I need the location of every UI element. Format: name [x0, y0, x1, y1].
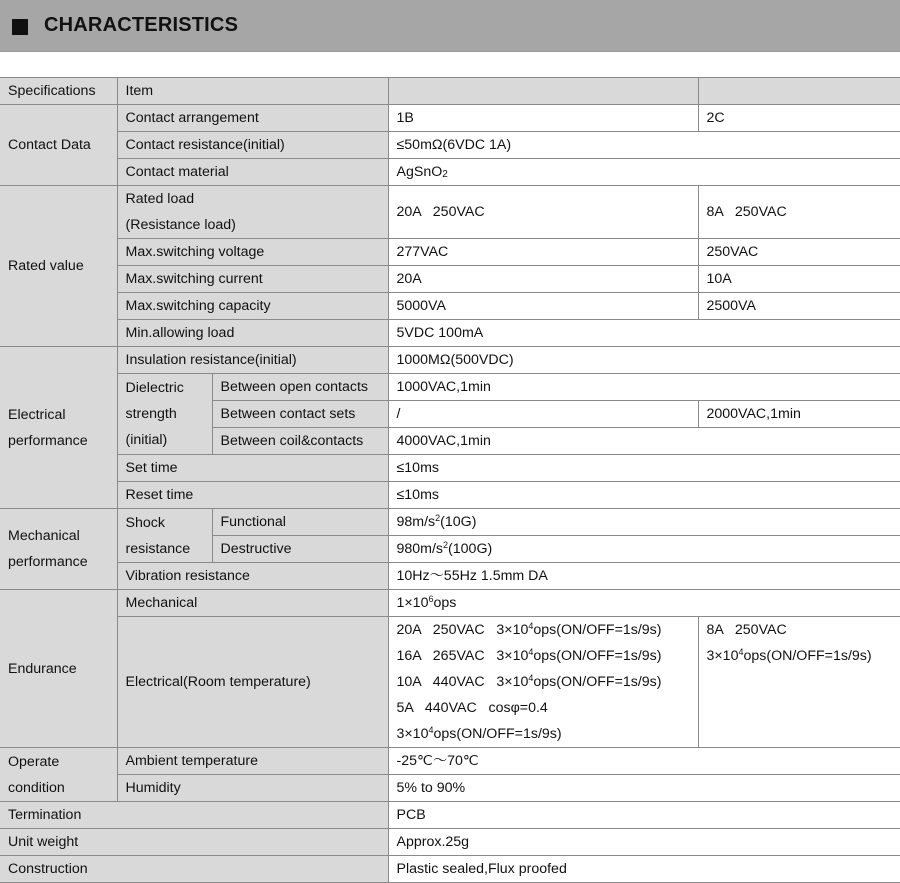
electrical-lines-1	[397, 617, 698, 747]
electrical-line2: performance	[8, 428, 117, 454]
value-termination: PCB	[388, 802, 900, 829]
mech-post: ops	[433, 595, 456, 611]
label-max-switching-voltage: Max.switching voltage	[117, 239, 388, 266]
mechanical-line1: Mechanical	[8, 523, 117, 549]
line-text: 5A 440VAC cosφ=0.4	[397, 700, 548, 716]
value-max-switching-current-2: 10A	[698, 266, 900, 293]
line-text-post: ops(ON/OFF=1s/9s)	[533, 622, 661, 638]
mechanical-line2: performance	[8, 549, 117, 575]
operate-line1: Operate	[8, 749, 117, 775]
group-electrical-performance	[0, 347, 117, 509]
line-text: 3×10	[397, 726, 429, 742]
header-item: Item	[117, 78, 388, 105]
label-dielectric-strength	[117, 374, 212, 455]
group-rated-value: Rated value	[0, 186, 117, 347]
table-row	[0, 509, 900, 536]
shock-line2: resistance	[126, 536, 212, 562]
value-max-switching-voltage-1: 277VAC	[388, 239, 698, 266]
value-rated-load-1: 20A 250VAC	[388, 186, 698, 239]
line-superscript: 4	[428, 725, 433, 735]
value-insulation-resistance: 1000MΩ(500VDC)	[388, 347, 900, 374]
label-min-allowing-load: Min.allowing load	[117, 320, 388, 347]
line-superscript: 4	[528, 621, 533, 631]
label-endurance-electrical: Electrical(Room temperature)	[117, 617, 388, 748]
label-max-switching-current: Max.switching current	[117, 266, 388, 293]
value-construction: Plastic sealed,Flux proofed	[388, 856, 900, 883]
dielectric-line2: strength	[126, 401, 212, 427]
table-row	[0, 159, 900, 186]
dielectric-line1: Dielectric	[126, 375, 212, 401]
label-contact-arrangement: Contact arrangement	[117, 105, 388, 132]
table-row	[0, 455, 900, 482]
destructive-sup: 2	[443, 540, 448, 550]
value-min-allowing-load: 5VDC 100mA	[388, 320, 900, 347]
table-row	[0, 590, 900, 617]
label-rated-load	[117, 186, 388, 239]
operate-line2: condition	[8, 775, 117, 801]
electrical-endurance-line	[397, 721, 698, 747]
label-humidity: Humidity	[117, 775, 388, 802]
header-col3	[388, 78, 698, 105]
mech-sup: 6	[428, 594, 433, 604]
table-row	[0, 748, 900, 775]
table-row	[0, 829, 900, 856]
value-contact-resistance: ≤50mΩ(6VDC 1A)	[388, 132, 900, 159]
functional-post: (10G)	[440, 514, 476, 530]
value-contact-material	[388, 159, 900, 186]
label-ambient-temperature: Ambient temperature	[117, 748, 388, 775]
table-row	[0, 105, 900, 132]
value-set-time: ≤10ms	[388, 455, 900, 482]
table-row	[0, 186, 900, 239]
section-title: CHARACTERISTICS	[44, 14, 238, 37]
material-base: AgSnO	[397, 164, 443, 180]
electrical-endurance-line	[397, 617, 698, 643]
value-endurance-electrical-1	[388, 617, 698, 748]
value-ambient-temperature: -25℃～70℃	[388, 748, 900, 775]
label-vibration-resistance: Vibration resistance	[117, 563, 388, 590]
value-between-open-contacts: 1000VAC,1min	[388, 374, 900, 401]
destructive-post: (100G)	[448, 541, 492, 557]
group-mechanical-performance	[0, 509, 117, 590]
label-max-switching-capacity: Max.switching capacity	[117, 293, 388, 320]
line-text: 20A 250VAC 3×10	[397, 622, 529, 638]
table-row	[0, 775, 900, 802]
table-row	[0, 347, 900, 374]
electrical-lines-2	[707, 617, 900, 669]
table-row	[0, 563, 900, 590]
value-contact-arrangement-2c: 2C	[698, 105, 900, 132]
value-contact-arrangement-1b: 1B	[388, 105, 698, 132]
table-row	[0, 239, 900, 266]
table-row	[0, 802, 900, 829]
value-functional	[388, 509, 900, 536]
line-text-post: ops(ON/OFF=1s/9s)	[533, 674, 661, 690]
line-superscript: 4	[738, 647, 743, 657]
label-reset-time: Reset time	[117, 482, 388, 509]
value-max-switching-capacity-2: 2500VA	[698, 293, 900, 320]
table-row	[0, 856, 900, 883]
electrical-endurance-line	[397, 669, 698, 695]
group-endurance: Endurance	[0, 590, 117, 748]
label-between-open-contacts: Between open contacts	[212, 374, 388, 401]
black-square-icon	[12, 19, 28, 35]
value-max-switching-voltage-2: 250VAC	[698, 239, 900, 266]
label-between-contact-sets: Between contact sets	[212, 401, 388, 428]
table-row	[0, 320, 900, 347]
label-contact-resistance: Contact resistance(initial)	[117, 132, 388, 159]
section-header	[0, 0, 900, 52]
value-max-switching-capacity-1: 5000VA	[388, 293, 698, 320]
destructive-pre: 980m/s	[397, 541, 444, 557]
functional-sup: 2	[435, 513, 440, 523]
electrical-endurance-line	[707, 617, 900, 643]
line-superscript: 4	[528, 647, 533, 657]
rated-load-line2: (Resistance load)	[126, 212, 388, 238]
label-shock-resistance	[117, 509, 212, 563]
line-text: 16A 265VAC 3×10	[397, 648, 529, 664]
table-row	[0, 617, 900, 748]
label-unit-weight: Unit weight	[0, 829, 388, 856]
electrical-endurance-line	[397, 695, 698, 721]
characteristics-table	[0, 77, 900, 883]
group-contact-data: Contact Data	[0, 105, 117, 186]
line-text-post: ops(ON/OFF=1s/9s)	[433, 726, 561, 742]
electrical-endurance-line	[397, 643, 698, 669]
shock-line1: Shock	[126, 510, 212, 536]
label-functional: Functional	[212, 509, 388, 536]
mech-pre: 1×10	[397, 595, 429, 611]
label-termination: Termination	[0, 802, 388, 829]
table-row	[0, 374, 900, 401]
label-insulation-resistance: Insulation resistance(initial)	[117, 347, 388, 374]
dielectric-line3: (initial)	[126, 427, 212, 453]
label-construction: Construction	[0, 856, 388, 883]
value-vibration-resistance: 10Hz～55Hz 1.5mm DA	[388, 563, 900, 590]
label-contact-material: Contact material	[117, 159, 388, 186]
table-row	[0, 266, 900, 293]
header-specifications: Specifications	[0, 78, 117, 105]
value-between-contact-sets-2: 2000VAC,1min	[698, 401, 900, 428]
label-destructive: Destructive	[212, 536, 388, 563]
table-row	[0, 132, 900, 159]
line-superscript: 4	[528, 673, 533, 683]
group-operate-condition	[0, 748, 117, 802]
label-set-time: Set time	[117, 455, 388, 482]
rated-load-line1: Rated load	[126, 186, 388, 212]
line-text: 3×10	[707, 648, 739, 664]
value-unit-weight: Approx.25g	[388, 829, 900, 856]
functional-pre: 98m/s	[397, 514, 436, 530]
value-destructive	[388, 536, 900, 563]
material-subscript: 2	[442, 169, 448, 180]
value-endurance-mechanical	[388, 590, 900, 617]
value-between-contact-sets-1: /	[388, 401, 698, 428]
line-text-post: ops(ON/OFF=1s/9s)	[533, 648, 661, 664]
line-text: 8A 250VAC	[707, 622, 787, 638]
header-col4	[698, 78, 900, 105]
table-header-row	[0, 78, 900, 105]
value-endurance-electrical-2	[698, 617, 900, 748]
value-rated-load-2: 8A 250VAC	[698, 186, 900, 239]
value-max-switching-current-1: 20A	[388, 266, 698, 293]
label-endurance-mechanical: Mechanical	[117, 590, 388, 617]
table-row	[0, 482, 900, 509]
electrical-endurance-line	[707, 643, 900, 669]
line-text: 10A 440VAC 3×10	[397, 674, 529, 690]
label-between-coil-contacts: Between coil&contacts	[212, 428, 388, 455]
value-between-coil-contacts: 4000VAC,1min	[388, 428, 900, 455]
electrical-line1: Electrical	[8, 402, 117, 428]
value-reset-time: ≤10ms	[388, 482, 900, 509]
value-humidity: 5% to 90%	[388, 775, 900, 802]
table-row	[0, 293, 900, 320]
line-text-post: ops(ON/OFF=1s/9s)	[743, 648, 871, 664]
